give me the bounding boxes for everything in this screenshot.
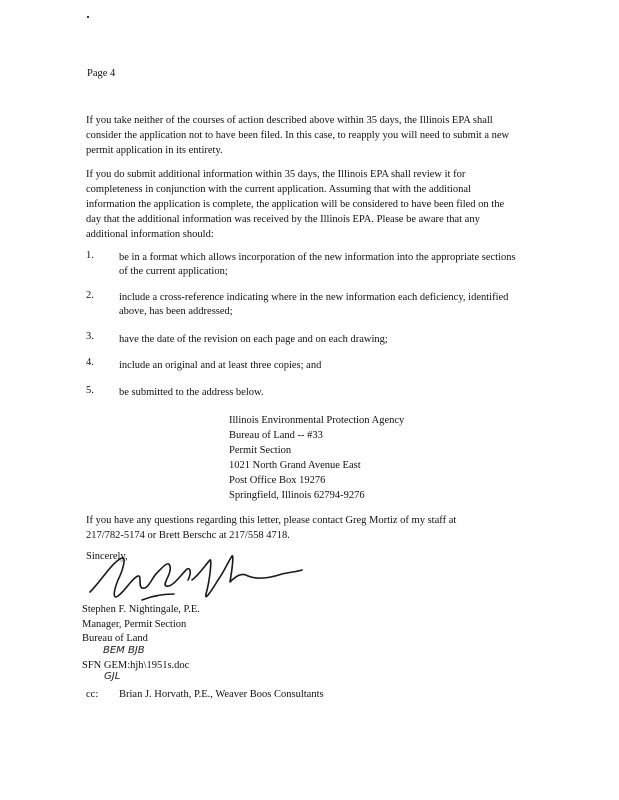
- paragraph-submit-info: If you do submit additional information within 35 days, the Illinois EPA shall review it for completeness in conjunction with the current application. Assuming that with the additional information the application is complete, the application will be considered to have been filed on the day that the additional information was received by the Illinois EPA. Please be aware that any additional information should:: [86, 169, 505, 240]
- list-number: 2.: [86, 290, 94, 301]
- signer-bureau: Bureau of Land: [82, 633, 148, 644]
- list-number: 5.: [86, 385, 94, 396]
- closing: Sincerely,: [86, 551, 128, 562]
- list-item: be submitted to the address below.: [119, 387, 264, 398]
- list-number: 3.: [86, 331, 94, 342]
- cc-label: cc:: [86, 689, 99, 700]
- scan-speck: [87, 16, 89, 18]
- list-item: include a cross-reference indicating where in the new information each deficiency, identified above, has been addressed;: [119, 292, 509, 317]
- list-item: have the date of the revision on each page and on each drawing;: [119, 334, 388, 345]
- paragraph-no-action: If you take neither of the courses of action described above within 35 days, the Illinois EPA shall consider the application not to have been filed. In this case, to reapply you will need to submit a new permit application in its entirety.: [86, 115, 510, 156]
- list-number: 4.: [86, 357, 94, 368]
- mailing-address: Illinois Environmental Protection Agency Bureau of Land -- #33 Permit Section 1021 North Grand Avenue East Post Office Box 19276 Springfield, Illinois 62794-9276: [229, 415, 405, 501]
- file-reference: SFN GEM:hjh\1951s.doc: [82, 660, 190, 671]
- page-number: Page 4: [87, 68, 116, 79]
- list-item: include an original and at least three copies; and: [119, 360, 322, 371]
- signer-title: Manager, Permit Section: [82, 619, 187, 630]
- list-item: be in a format which allows incorporation of the new information into the appropriate sections of the current application;: [119, 252, 516, 277]
- cc-recipient: Brian J. Horvath, P.E., Weaver Boos Consultants: [119, 689, 324, 700]
- signer-name: Stephen F. Nightingale, P.E.: [82, 604, 200, 615]
- list-number: 1.: [86, 250, 94, 261]
- handwritten-initials: GJL: [104, 671, 121, 682]
- signature: [82, 550, 312, 610]
- paragraph-contact: If you have any questions regarding this letter, please contact Greg Mortiz of my staff at 217/782-5174 or Brett Berschc at 217/558 4718.: [86, 515, 457, 541]
- handwritten-initials: BEM BJB: [103, 645, 145, 656]
